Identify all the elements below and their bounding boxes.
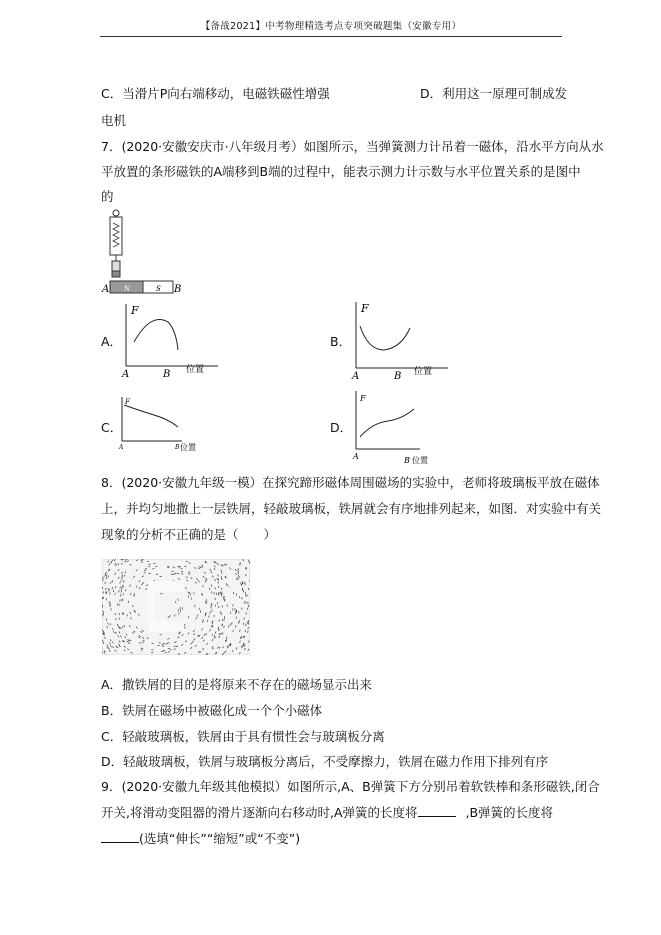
q8-stem-line1: 8．(2020·安徽九年级一模）在探究蹄形磁体周围磁场的实验中，老师将玻璃板平放在磁体 (101, 475, 600, 490)
q7-option-b-label: B． (330, 334, 352, 349)
x-start-label: A (119, 444, 124, 451)
q6-option-c: C．当滑片P向右端移动，电磁铁磁性增强 (101, 86, 330, 101)
page-header: 【备战2021】中考物理精选考点专项突破题集（安徽专用） (200, 21, 462, 32)
q7-stem-line3: 的 (101, 189, 114, 204)
q8-option-c: C．轻敲玻璃板，铁屑由于具有惯性会与玻璃板分离 (101, 729, 385, 744)
q7-option-c-label: C． (101, 420, 123, 435)
magnet-end-b: B (174, 284, 182, 295)
q8-iron-filings-photo (102, 559, 250, 655)
x-axis-label: 位置 (186, 365, 205, 375)
x-axis-label: 位置 (412, 456, 428, 465)
y-axis-label: F (361, 302, 369, 315)
q9-stem-line2-part2: ,B弹簧的长度将 (465, 805, 554, 820)
q8-stem-line3: 现象的分析不正确的是（ ） (101, 527, 277, 542)
x-axis-label: 位置 (414, 367, 433, 377)
q8-option-a: A．撒铁屑的目的是将原来不存在的磁场显示出来 (101, 677, 373, 692)
x-end-label: B (163, 369, 171, 380)
q9-stem-line2 (101, 806, 553, 820)
q9-stem-line1: 9．(2020·安徽九年级其他模拟）如图所示,A、B弹簧下方分别吊着软铁棒和条形磁铁,闭合 (101, 779, 600, 794)
header-divider (100, 36, 562, 37)
q9-blank-b[interactable] (101, 832, 139, 843)
q7-option-b-graph (346, 298, 456, 380)
y-axis-label: F (360, 394, 366, 403)
q7-option-a-label: A． (101, 334, 123, 349)
q8-option-b: B．铁屑在磁场中被磁化成一个个小磁体 (101, 703, 323, 718)
q8-stem-line2: 上，并均匀地撒上一层铁屑，轻敲玻璃板，铁屑就会有序地排列起来，如图．对实验中有关 (101, 501, 602, 516)
q6-option-d: D．利用这一原理可制成发 (420, 86, 568, 101)
q7-option-d-graph (350, 387, 460, 467)
q7-option-d-label: D． (330, 420, 353, 435)
q9-stem-line2-part1: 开关,将滑动变阻器的滑片逐渐向右移动时,A弹簧的长度将 (101, 805, 418, 820)
magnet-end-a: A (102, 284, 110, 295)
q7-stem-line2: 平放置的条形磁铁的A端移到B端的过程中，能表示测力计示数与水平位置关系的是图中 (101, 164, 581, 179)
x-end-label: B (175, 444, 180, 451)
q7-option-a-graph (116, 300, 226, 380)
q7-stem-line1: 7．(2020·安徽安庆市·八年级月考）如图所示，当弹簧测力计吊着一磁体，沿水平方向从水 (101, 139, 604, 154)
x-start-label: A (352, 371, 360, 380)
q7-option-c-graph (116, 393, 216, 453)
y-axis-label: F (125, 398, 130, 406)
q6-option-d-cont: 电机 (101, 113, 127, 128)
q9-stem-line3-text: (选填“伸长”“缩短”或“不变”) (139, 831, 301, 846)
q9-blank-a[interactable] (418, 806, 456, 817)
magnet-south: S (156, 285, 161, 293)
x-start-label: A (122, 369, 130, 380)
q8-option-d: D．轻敲玻璃板，铁屑与玻璃板分离后，不受摩擦力，铁屑在磁力作用下排列有序 (101, 754, 549, 769)
x-end-label: B (394, 371, 402, 380)
y-axis-label: F (131, 304, 139, 317)
q9-stem-line3 (101, 832, 300, 846)
x-end-label: B (404, 456, 410, 465)
magnet-north: N (124, 285, 131, 293)
x-axis-label: 位置 (180, 443, 196, 452)
q7-spring-magnet-figure (100, 207, 185, 299)
x-start-label: A (353, 452, 359, 461)
